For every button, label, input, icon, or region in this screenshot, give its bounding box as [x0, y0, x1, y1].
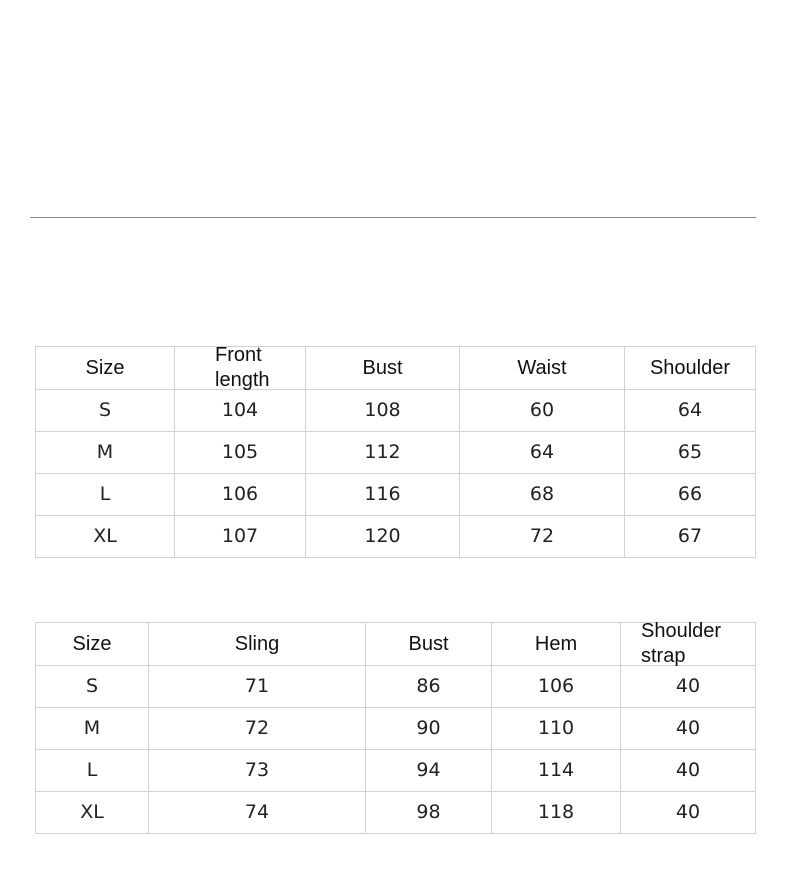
table-cell: 114: [492, 750, 621, 792]
table-cell: S: [36, 390, 175, 432]
table-cell: 104: [175, 390, 306, 432]
table-cell: M: [36, 708, 149, 750]
table-cell: 40: [621, 750, 756, 792]
table-cell: 105: [175, 432, 306, 474]
table-cell: 110: [492, 708, 621, 750]
table-cell: 71: [149, 666, 366, 708]
table-cell: 60: [460, 390, 625, 432]
table-cell: 72: [149, 708, 366, 750]
header-cell: Front length: [175, 347, 306, 390]
size-table-1: [35, 346, 756, 558]
header-cell: Shoulder: [625, 347, 756, 390]
table-cell: L: [36, 474, 175, 516]
table-cell: 94: [366, 750, 492, 792]
table-cell: 90: [366, 708, 492, 750]
table-cell: 106: [175, 474, 306, 516]
section-divider: [30, 217, 756, 218]
table-cell: 40: [621, 792, 756, 834]
table-cell: 40: [621, 708, 756, 750]
table-cell: M: [36, 432, 175, 474]
header-cell: Size: [36, 347, 175, 390]
header-cell: Bust: [306, 347, 460, 390]
table-cell: 65: [625, 432, 756, 474]
table-cell: L: [36, 750, 149, 792]
header-cell: Size: [36, 623, 149, 666]
table-cell: XL: [36, 792, 149, 834]
size-table-2: [35, 622, 756, 834]
table-cell: 40: [621, 666, 756, 708]
table-cell: 67: [625, 516, 756, 558]
table-cell: 73: [149, 750, 366, 792]
header-cell: Waist: [460, 347, 625, 390]
table-cell: 68: [460, 474, 625, 516]
table-cell: 116: [306, 474, 460, 516]
table-cell: 108: [306, 390, 460, 432]
table-cell: 64: [460, 432, 625, 474]
table-cell: 112: [306, 432, 460, 474]
header-cell: Shoulder strap: [621, 623, 756, 666]
table-cell: 98: [366, 792, 492, 834]
table-cell: 107: [175, 516, 306, 558]
table-cell: 64: [625, 390, 756, 432]
table-cell: 66: [625, 474, 756, 516]
header-cell: Bust: [366, 623, 492, 666]
table-cell: 118: [492, 792, 621, 834]
table-cell: 74: [149, 792, 366, 834]
header-cell: Sling: [149, 623, 366, 666]
table-cell: 106: [492, 666, 621, 708]
table-cell: 72: [460, 516, 625, 558]
table-cell: S: [36, 666, 149, 708]
table-cell: 120: [306, 516, 460, 558]
table-cell: 86: [366, 666, 492, 708]
header-cell: Hem: [492, 623, 621, 666]
table-cell: XL: [36, 516, 175, 558]
